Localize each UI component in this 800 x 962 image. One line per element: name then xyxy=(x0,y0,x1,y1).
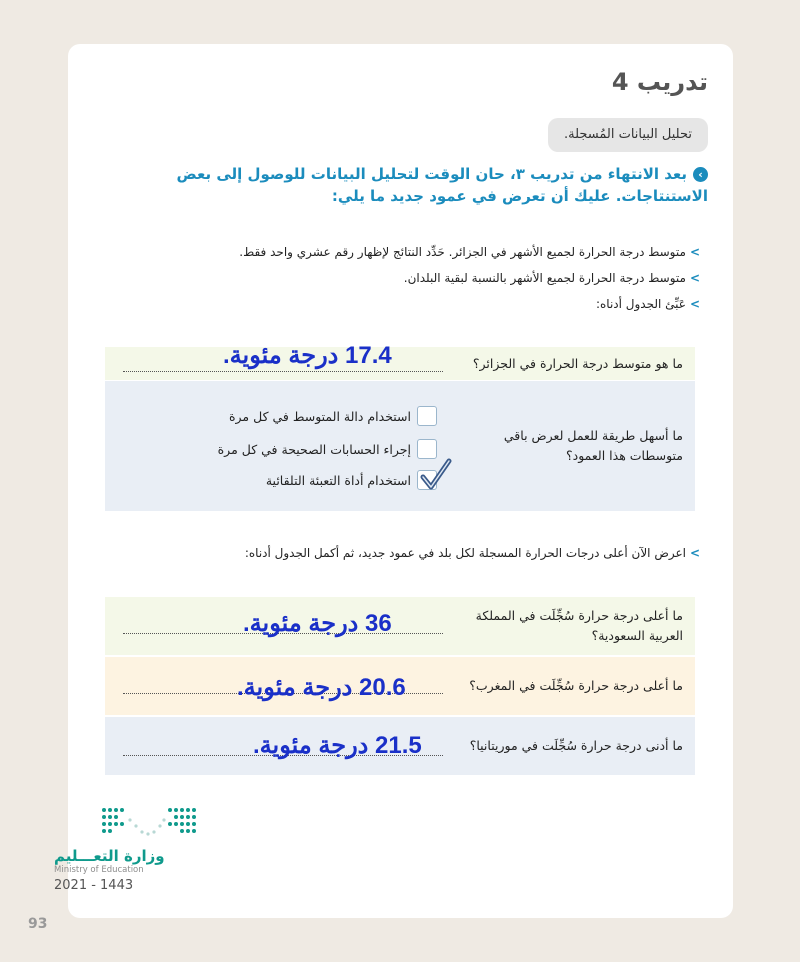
question-cell: ما أسهل طريقة للعمل لعرض باقي متوسطات هذا العمود؟ xyxy=(503,428,683,463)
checkbox-checked[interactable] xyxy=(417,470,437,490)
options-cell xyxy=(105,381,445,511)
list-item: >عَبِّئ الجدول أدناه: xyxy=(595,297,700,311)
question-cell: ما هو متوسط درجة الحرارة في الجزائر؟ xyxy=(472,355,683,371)
option-item[interactable]: استخدام أداة التعبئة التلقائية xyxy=(266,470,437,490)
list-item: >متوسط درجة الحرارة لجميع الأشهر بالنسبة لبقية البلدان. xyxy=(403,271,700,285)
table-row xyxy=(105,342,695,380)
table-row xyxy=(105,597,695,655)
table-row xyxy=(105,381,695,511)
answer-cell[interactable] xyxy=(105,597,445,655)
intro-text: بعد الانتهاء من تدريب ٣، حان الوقت لتحليل البيانات للوصول إلى بعض الاستنتاجات. عليك أن تعرض في عمود جديد ما يلي: xyxy=(176,165,708,205)
chevron-bullet-icon: › xyxy=(693,167,708,182)
checkbox[interactable] xyxy=(417,406,437,426)
table-row xyxy=(105,717,695,775)
question-cell: ما أعلى درجة حرارة سُجِّلَت في المغرب؟ xyxy=(469,678,683,693)
chevron-icon: > xyxy=(689,546,700,560)
handwritten-answer: 20.6 درجة مئوية. xyxy=(237,674,406,701)
year-label: 2021 - 1443 xyxy=(54,878,134,893)
table-row xyxy=(105,657,695,715)
question-cell: ما أدنى درجة حرارة سُجِّلَت في موريتانيا؟ xyxy=(469,738,683,753)
answer-cell[interactable] xyxy=(105,657,445,715)
section-subtitle: تحليل البيانات المُسجلة. xyxy=(548,118,708,152)
handwritten-answer: 21.5 درجة مئوية. xyxy=(253,732,422,759)
option-item[interactable]: إجراء الحسابات الصحيحة في كل مرة xyxy=(218,439,437,459)
chevron-icon: > xyxy=(689,271,700,285)
intro-paragraph xyxy=(108,163,708,207)
list-item: >متوسط درجة الحرارة لجميع الأشهر في الجزائر. حَدِّد النتائج لإظهار رقم عشري واحد فقط. xyxy=(239,245,700,259)
ministry-name-ar: وزارة التعـــليم xyxy=(54,847,165,865)
chevron-icon: > xyxy=(689,245,700,259)
answer-line xyxy=(123,371,443,372)
checkbox[interactable] xyxy=(417,439,437,459)
handwritten-answer: 17.4 درجة مئوية. xyxy=(223,342,392,369)
instruction-2: >اعرض الآن أعلى درجات الحرارة المسجلة لكل بلد في عمود جديد، ثم أكمل الجدول أدناه: xyxy=(244,546,700,560)
option-item[interactable]: استخدام دالة المتوسط في كل مرة xyxy=(229,406,437,426)
ministry-logo-icon xyxy=(100,806,200,838)
ministry-name-en: Ministry of Education xyxy=(54,865,144,875)
answer-cell[interactable] xyxy=(105,717,445,775)
chevron-icon: > xyxy=(689,297,700,311)
answer-cell[interactable] xyxy=(105,342,445,380)
handwritten-answer: 36 درجة مئوية. xyxy=(243,610,392,637)
question-cell: ما أعلى درجة حرارة سُجِّلَت في المملكة العربية السعودية؟ xyxy=(475,608,683,643)
page-title: تدريب 4 xyxy=(611,68,708,96)
page-number: 93 xyxy=(28,916,48,932)
checkmark-icon xyxy=(420,457,452,491)
